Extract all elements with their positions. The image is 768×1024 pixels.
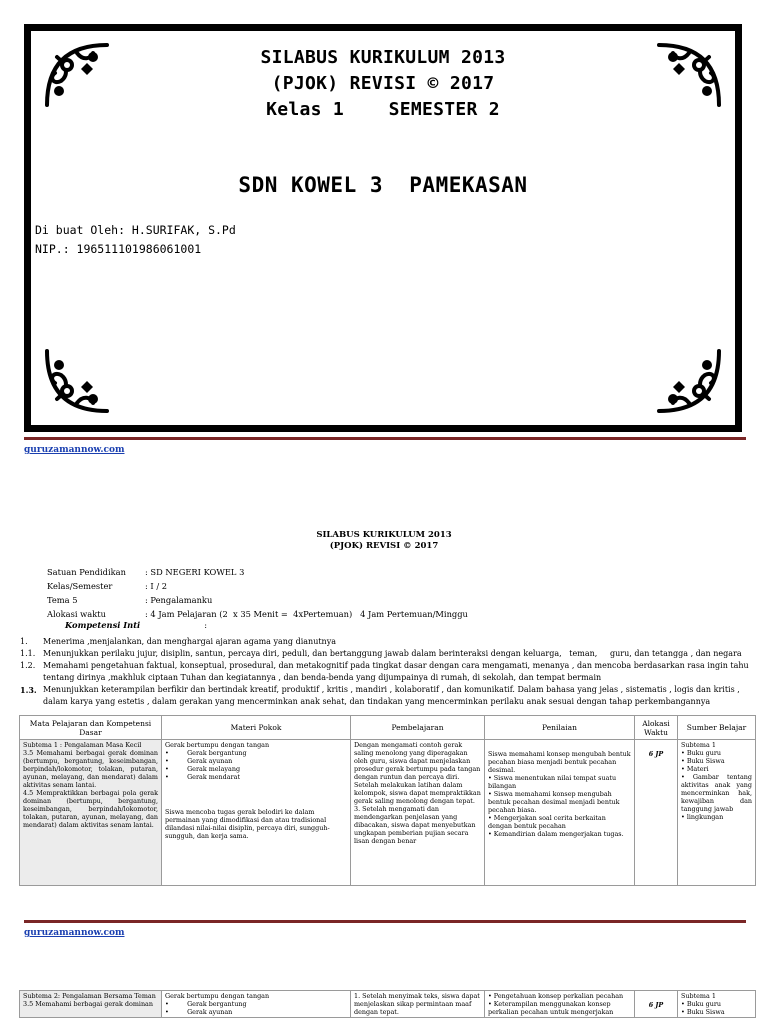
ki-item [20,648,750,660]
kd-item: 3.5 Memahami berbagai gerak dominan [23,1000,153,1008]
ki-item [20,636,750,648]
alokasi-value: 6 JP [648,750,664,758]
info-block [47,565,468,621]
penilaian-item: • Keterampilan menggunakan konsep perkalian pecahan untuk mengerjakan [488,1000,614,1016]
sumber-item-label: Buku guru [686,749,722,757]
kd-item: 3.5 Memahami berbagai gerak dominan (bertumpu, bergantung, keseimbangan, berpindah/lokomotor, tolakan, putaran, ayunan, melayang, dan mendarat) dalam aktivitas senam lantai. [23,749,158,789]
sumber-item-label: Buku guru [686,1000,722,1008]
materi-item-label: Gerak ayunan [187,757,233,765]
ki-text: Menunjukkan perilaku jujur, disiplin, santun, percaya diri, peduli, dan bertanggung jawab dalam berinteraksi dengan keluarga, teman, guru, dan tetangga , dan negara [43,649,742,658]
author-block [35,221,236,259]
info-row [47,593,468,607]
info-value: : I / 2 [145,581,168,591]
materi-item-label: Gerak bergantung [187,749,247,757]
column-header: Sumber Belajar [678,716,756,740]
table-header-row [20,716,756,740]
corner-ornament-icon [37,341,117,421]
penilaian-cell [485,991,635,1018]
info-row [47,607,468,621]
materi-head: Gerak bertumpu dengan tangan [165,741,270,749]
info-row [47,579,468,593]
column-header: Materi Pokok [162,716,351,740]
materi-item: • Gerak bergantung [165,749,247,757]
info-value: : SD NEGERI KOWEL 3 [145,567,245,577]
penilaian-cell [485,740,635,886]
sumber-head: Subtema 1 [681,741,716,749]
table-row [20,991,756,1018]
materi-item: • Gerak melayang [165,765,241,773]
kd-item: 4.5 Mempraktikkan berbagai pola gerak dominan (bertumpu, bergantung, keseimbangan, berpindah/lokomotor, tolakan, putaran, ayunan, melayang, dan mendarat) dalam aktivitas senam lantai. [23,789,158,829]
pembelajaran-cell [351,740,485,886]
syllabus-title-line: (PJOK) REVISI © 2017 [329,541,439,551]
penilaian-item: • Mengerjakan soal cerita berkaitan dengan bentuk pecahan [488,814,606,830]
subtema-label: Subtema 1 : Pengalaman Masa Kecil [23,741,142,749]
materi-item: • Gerak ayunan [165,1008,233,1016]
ki-number: 1.3. [20,685,37,695]
divider [24,920,746,923]
info-value: : 4 Jam Pelajaran (2 x 35 Menit = 4xPertemuan) 4 Jam Pertemuan/Minggu [145,609,468,619]
column-header: Alokasi Waktu [635,716,678,740]
syllabus-table [19,990,756,1018]
sumber-cell [678,991,756,1018]
syllabus-title [0,530,768,552]
sumber-head: Subtema 1 [681,992,716,1000]
site-link[interactable]: guruzamannow.com [24,928,125,938]
pembelajaran-item: Dengan mengamati contoh gerak saling menolong yang diperagakan oleh guru, siswa dapat menjelaskan prosedur gerak bertumpu pada tangan dengan runtun dan percaya diri. [354,741,481,781]
column-header: Mata Pelajaran dan Kompetensi Dasar [20,716,162,740]
materi-item: • Gerak mendarat [165,773,241,781]
syllabus-table [19,715,756,886]
sumber-item-label: Buku Siswa [686,1008,725,1016]
alokasi-cell [635,991,678,1018]
materi-cell [162,991,351,1018]
info-label: Kelas/Semester [47,581,113,591]
info-row [47,565,468,579]
cover-title-line: SILABUS KURIKULUM 2013 [260,47,506,68]
ki-number: 1.1. [20,649,36,658]
sumber-item-label: lingkungan [686,813,724,821]
penilaian-item: Siswa memahami konsep mengubah bentuk pecahan biasa menjadi bentuk pecahan desimal. [488,750,631,774]
ki-colon: : [204,620,207,630]
pembelajaran-item: 1. Setelah menyimak teks, siswa dapat menjelaskan sikap permintaan maaf dengan tepat. [354,992,480,1016]
info-label: Alokasi waktu [47,609,106,619]
sumber-item: • Materi [681,765,709,773]
ki-label: Kompetensi Inti [65,620,141,630]
penilaian-item: • Kemandirian dalam mengerjakan tugas. [488,830,624,838]
materi-head: Gerak bertumpu dengan tangan [165,992,270,1000]
kd-cell [20,991,162,1018]
kd-cell [20,740,162,886]
author-line: Di buat Oleh: H.SURIFAK, S.Pd [35,223,236,237]
pembelajaran-item: 3. Setelah mengamati dan mendengarkan penjelasan yang dibacakan, siswa dapat menyebutkan ungkapan pemberian pujian secara lisan dengan benar [354,805,476,845]
penilaian-item: • Pengetahuan konsep perkalian pecahan [488,992,624,1000]
materi-item-label: Gerak mendarat [187,773,241,781]
subtema-label: Subtema 2: Pengalaman Bersama Teman [23,992,156,1000]
sumber-item: • Buku guru [681,1000,722,1008]
sumber-item-label: Buku Siswa [686,757,725,765]
sumber-item-label: Materi [686,765,709,773]
sumber-item: • Gambar tentang aktivitas anak yang mencerminkan hak, kewajiban dan tanggung jawab [681,773,752,813]
ki-text: Menunjukkan keterampilan berfikir dan bertindak kreatif, produktif , kritis , mandiri , kolaboratif , dan komunikatif. Dalam bahasa yang jelas , sistematis , logis dan kritis , dalam karya yang estetis , dalam gerakan yang mencerminkan anak sehat, dan tindakan yang mencerminkan perilaku anak sesuai dengan tahap perkembangannya [43,685,740,706]
materi-note: Siswa mencoba tugas gerak belodiri ke dalam permainan yang dimodifikasi dan atau tradisional dilandasi nilai-nilai disiplin, percaya diri, sungguh-sungguh, dan kerja sama. [165,808,330,840]
sumber-cell [678,740,756,886]
sumber-item-label: Gambar tentang aktivitas anak yang mencerminkan hak, kewajiban dan tanggung jawab [681,773,752,813]
pembelajaran-item: Setelah melakukan latihan dalam kelompok, siswa dapat mempraktikkan gerak saling menolong dengan tepat. [354,781,481,805]
ki-list [20,636,750,708]
nip-line: NIP.: 196511101986061001 [35,242,202,256]
sumber-item: • Buku guru [681,749,722,757]
sumber-item: • Buku Siswa [681,757,725,765]
cover-page [24,24,742,432]
info-label: Tema 5 [47,595,78,605]
ki-text: Menerima ,menjalankan, dan menghargai ajaran agama yang dianutnya [43,637,336,646]
materi-item-label: Gerak melayang [187,765,241,773]
school-name: SDN KOWEL 3 PAMEKASAN [238,173,528,197]
materi-item: • Gerak ayunan [165,757,233,765]
table-row [20,740,756,886]
alokasi-cell [635,740,678,886]
pembelajaran-cell [351,991,485,1018]
ki-item [20,684,750,708]
ki-number: 1.2. [20,661,36,670]
penilaian-item: • Siswa menentukan nilai tempat suatu bilangan [488,774,617,790]
info-label: Satuan Pendidikan [47,567,126,577]
info-value: : Pengalamanku [145,595,213,605]
cover-title-line: Kelas 1 SEMESTER 2 [266,99,500,120]
ki-text: Memahami pengetahuan faktual, konseptual, prosedural, dan metakognitif pada tingkat dasar dengan cara mengamati, menanya , dan mencoba berdasarkan rasa ingin tahu tentang dirinya ,makhluk ciptaan Tuhan dan kegiatannya , dan benda-benda yang dijumpainya di rumah, di sekolah, dan tempat bermain [43,661,749,682]
penilaian-item: • Siswa memahami konsep mengubah bentuk pecahan desimal menjadi bentuk pecahan biasa. [488,790,620,814]
ki-item [20,660,750,684]
materi-cell [162,740,351,886]
corner-ornament-icon [649,341,729,421]
materi-item-label: Gerak ayunan [187,1008,233,1016]
divider [24,437,746,440]
alokasi-value: 6 JP [648,1001,664,1009]
site-link[interactable]: guruzamannow.com [24,445,125,455]
materi-item: • Gerak bergantung [165,1000,247,1008]
column-header: Penilaian [485,716,635,740]
ki-number: 1. [20,637,28,646]
column-header: Pembelajaran [351,716,485,740]
materi-item-label: Gerak bergantung [187,1000,247,1008]
ki-heading [65,620,207,630]
sumber-item: • Buku Siswa [681,1008,725,1016]
cover-title [31,45,735,123]
sumber-item: • lingkungan [681,813,724,821]
syllabus-title-line: SILABUS KURIKULUM 2013 [316,530,452,540]
cover-title-line: (PJOK) REVISI © 2017 [271,73,495,94]
